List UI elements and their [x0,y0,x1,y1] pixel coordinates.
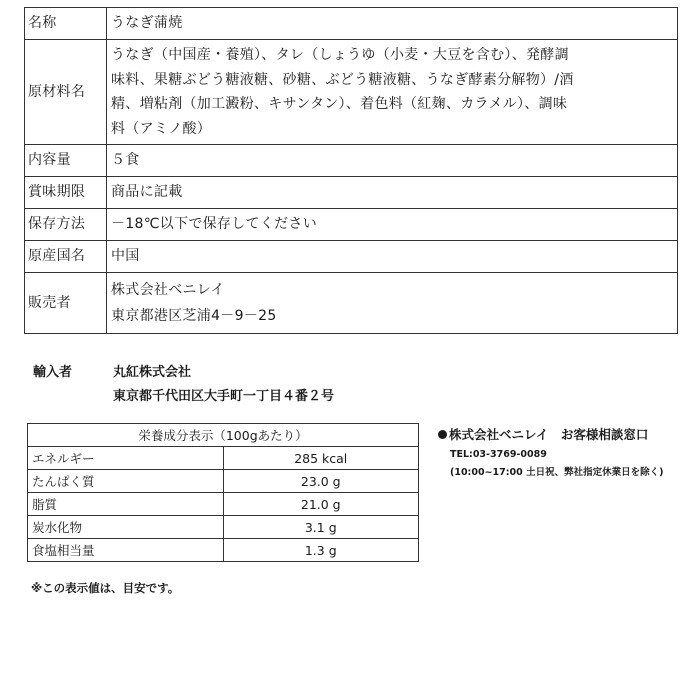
label-key-storage: 保存方法 [25,209,107,241]
contact-tel: TEL:03-3769-0089 [450,449,547,460]
label-key-ingredients: 原材料名 [25,40,107,145]
importer-name: 丸紅株式会社 [113,365,192,380]
label-key-name: 名称 [25,8,107,40]
seller-name: 株式会社ベニレイ [111,282,225,299]
label-key-origin: 原産国名 [25,241,107,273]
nutrition-row [28,493,419,516]
nutrition-value: 285 kcal [223,447,419,470]
nutrition-value: 3.1 g [223,516,419,539]
label-key-expiry: 賞味期限 [25,177,107,209]
nutrition-row [28,539,419,562]
nutrition-name: 脂質 [28,493,224,516]
ingredients-line: うなぎ（中国産・養殖）、タレ（しょうゆ（小麦・大豆を含む）、発酵調 [111,47,569,63]
nutrition-row [28,447,419,470]
label-row-name [25,8,678,40]
bullet-icon [438,430,447,439]
nutrition-name: エネルギー [28,447,224,470]
contact-block [438,425,688,478]
label-row-seller [25,273,678,334]
contact-hours: (10:00~17:00 土日祝、弊社指定休業日を除く) [450,467,664,478]
nutrition-name: 炭水化物 [28,516,224,539]
label-val-seller [107,273,678,334]
label-val-storage: －18℃以下で保存してください [107,209,678,241]
label-row-expiry [25,177,678,209]
ingredients-line: 精、増粘剤（加工澱粉、キサンタン）、着色料（紅麹、カラメル）、調味 [111,96,568,113]
seller-address: 東京都港区芝浦4－9－25 [111,308,277,325]
nutrition-name: たんぱく質 [28,470,224,493]
nutrition-row [28,516,419,539]
nutrition-name: 食塩相当量 [28,539,224,562]
label-row-ingredients [25,40,678,145]
importer-label: 輸入者 [33,365,73,380]
nutrition-value: 23.0 g [223,470,419,493]
label-row-storage [25,209,678,241]
ingredients-line: 料（アミノ酸） [111,120,212,137]
nutrition-title-row [28,424,419,447]
label-key-seller: 販売者 [25,273,107,334]
ingredients-line: 味料、果糖ぶどう糖液糖、砂糖、ぶどう糖液糖、うなぎ酵素分解物）/酒 [111,71,574,88]
label-val-name: うなぎ蒲焼 [107,8,678,40]
nutrition-value: 21.0 g [223,493,419,516]
food-label-table [24,7,678,334]
nutrition-table [27,423,419,562]
label-row-content [25,145,678,177]
importer-address: 東京都千代田区大手町一丁目４番２号 [113,389,335,404]
contact-heading [438,425,688,443]
label-val-content: ５食 [107,145,678,177]
label-val-expiry: 商品に記載 [107,177,678,209]
label-val-ingredients [107,40,678,145]
label-val-origin: 中国 [107,241,678,273]
nutrition-title: 栄養成分表示（100gあたり） [28,424,419,447]
label-key-content: 内容量 [25,145,107,177]
nutrition-row [28,470,419,493]
contact-heading-text: 株式会社ベニレイ お客様相談窓口 [449,427,649,442]
nutrition-note: ※この表示値は、目安です。 [31,581,180,595]
nutrition-value: 1.3 g [223,539,419,562]
label-row-origin [25,241,678,273]
